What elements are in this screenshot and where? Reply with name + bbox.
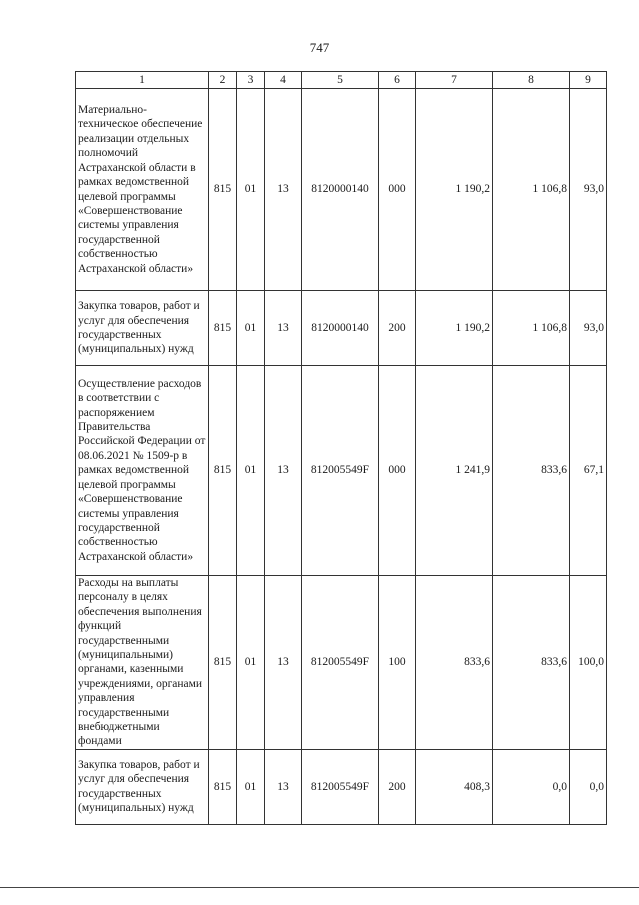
cell-target-article: 812005549F — [302, 576, 379, 750]
cell-admin-code: 815 — [209, 89, 237, 291]
cell-executed-amount: 1 106,8 — [493, 291, 570, 366]
row-description: Осуществление расходов в соответствии с распоряжением Правительства Российской Федерации от 08.06.2021 № 1509-р в рамках ведомственной целевой программы «Совершенствование системы управления государственной собственностью Астраханской области» — [76, 366, 209, 576]
cell-admin-code: 815 — [209, 291, 237, 366]
header-cell-1: 1 — [76, 72, 209, 89]
header-cell-3: 3 — [237, 72, 265, 89]
cell-target-article: 8120000140 — [302, 89, 379, 291]
cell-admin-code: 815 — [209, 366, 237, 576]
page-number: 747 — [309, 40, 330, 55]
cell-planned-amount: 408,3 — [416, 749, 493, 824]
cell-planned-amount: 1 190,2 — [416, 89, 493, 291]
cell-subsection: 13 — [265, 89, 302, 291]
cell-target-article: 812005549F — [302, 366, 379, 576]
cell-expense-type: 000 — [379, 366, 416, 576]
header-row — [76, 72, 607, 89]
cell-expense-type: 200 — [379, 749, 416, 824]
header-cell-4: 4 — [265, 72, 302, 89]
cell-section: 01 — [237, 576, 265, 750]
cell-planned-amount: 1 190,2 — [416, 291, 493, 366]
cell-subsection: 13 — [265, 366, 302, 576]
table-row — [76, 366, 607, 576]
cell-section: 01 — [237, 89, 265, 291]
header-cell-2: 2 — [209, 72, 237, 89]
cell-executed-amount: 833,6 — [493, 576, 570, 750]
cell-planned-amount: 833,6 — [416, 576, 493, 750]
row-description: Закупка товаров, работ и услуг для обеспечения государственных (муниципальных) нужд — [76, 749, 209, 824]
page-bottom-divider — [0, 887, 639, 888]
cell-expense-type: 100 — [379, 576, 416, 750]
row-description: Материально-техническое обеспечение реализации отдельных полномочий Астраханской области в рамках ведомственной целевой программы «Совершенствование системы управления государственной собственностью Астраханской области» — [76, 89, 209, 291]
cell-percent: 0,0 — [570, 749, 607, 824]
header-cell-5: 5 — [302, 72, 379, 89]
table-row — [76, 291, 607, 366]
header-cell-7: 7 — [416, 72, 493, 89]
cell-subsection: 13 — [265, 576, 302, 750]
cell-section: 01 — [237, 291, 265, 366]
cell-section: 01 — [237, 749, 265, 824]
table-row — [76, 576, 607, 750]
cell-executed-amount: 1 106,8 — [493, 89, 570, 291]
cell-expense-type: 000 — [379, 89, 416, 291]
table-row — [76, 89, 607, 291]
cell-expense-type: 200 — [379, 291, 416, 366]
header-cell-9: 9 — [570, 72, 607, 89]
cell-target-article: 812005549F — [302, 749, 379, 824]
cell-percent: 93,0 — [570, 291, 607, 366]
cell-section: 01 — [237, 366, 265, 576]
budget-table — [75, 71, 607, 825]
row-description: Закупка товаров, работ и услуг для обеспечения государственных (муниципальных) нужд — [76, 291, 209, 366]
cell-percent: 100,0 — [570, 576, 607, 750]
cell-percent: 67,1 — [570, 366, 607, 576]
cell-admin-code: 815 — [209, 749, 237, 824]
header-cell-6: 6 — [379, 72, 416, 89]
cell-target-article: 8120000140 — [302, 291, 379, 366]
header-cell-8: 8 — [493, 72, 570, 89]
table-row — [76, 749, 607, 824]
cell-admin-code: 815 — [209, 576, 237, 750]
cell-subsection: 13 — [265, 291, 302, 366]
cell-subsection: 13 — [265, 749, 302, 824]
row-description: Расходы на выплаты персоналу в целях обеспечения выполнения функций государственными (муниципальными) органами, казенными учреждениями, органами управления государственными внебюджетными фондами — [76, 576, 209, 750]
cell-percent: 93,0 — [570, 89, 607, 291]
cell-planned-amount: 1 241,9 — [416, 366, 493, 576]
cell-executed-amount: 833,6 — [493, 366, 570, 576]
cell-executed-amount: 0,0 — [493, 749, 570, 824]
